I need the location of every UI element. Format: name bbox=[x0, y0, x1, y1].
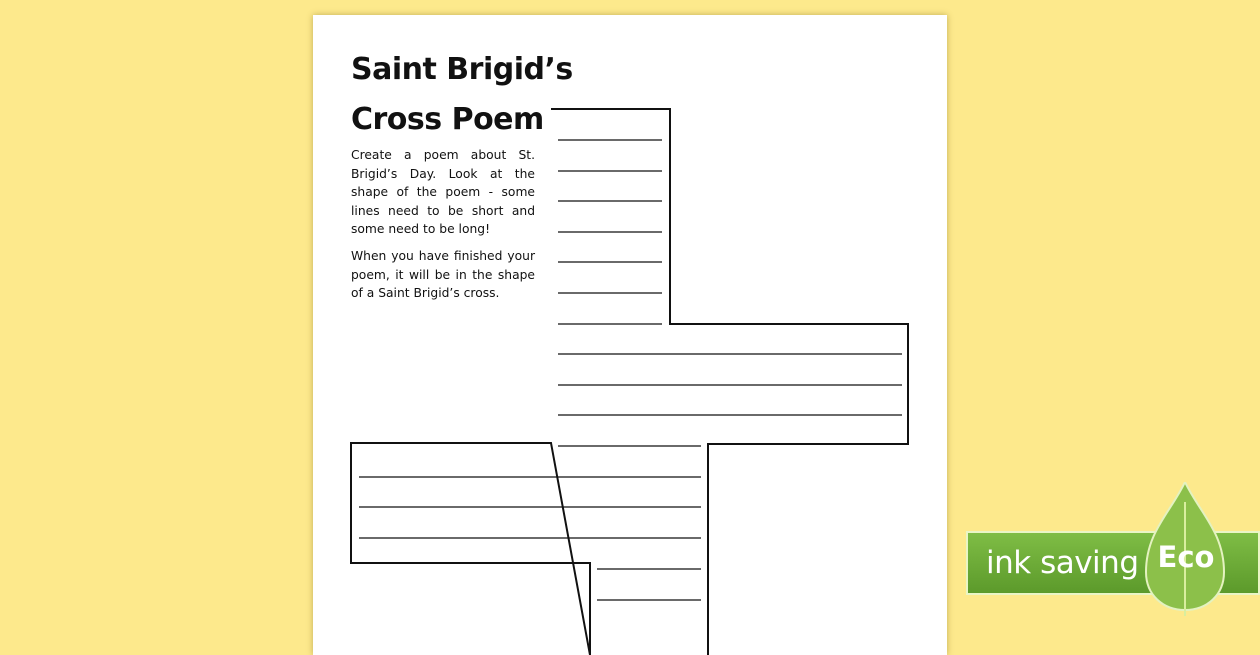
eco-label: Eco bbox=[1157, 540, 1215, 574]
instruction-paragraph-2: When you have finished your poem, it will be in the shape of a Saint Brigid’s cross. bbox=[351, 248, 535, 301]
brigid-cross-poem-shape bbox=[313, 15, 947, 655]
cross-outline bbox=[351, 109, 908, 655]
title-line-2: Cross Poem bbox=[351, 102, 544, 137]
ink-saving-eco-badge bbox=[966, 482, 1260, 630]
instruction-paragraph-1: Create a poem about St. Brigid’s Day. Look at the shape of the poem - some lines need to be short and some need to be long! bbox=[351, 148, 535, 237]
title-line-1: Saint Brigid’s bbox=[351, 52, 573, 87]
worksheet-page bbox=[313, 15, 947, 655]
ink-saving-label: ink saving bbox=[986, 545, 1139, 581]
